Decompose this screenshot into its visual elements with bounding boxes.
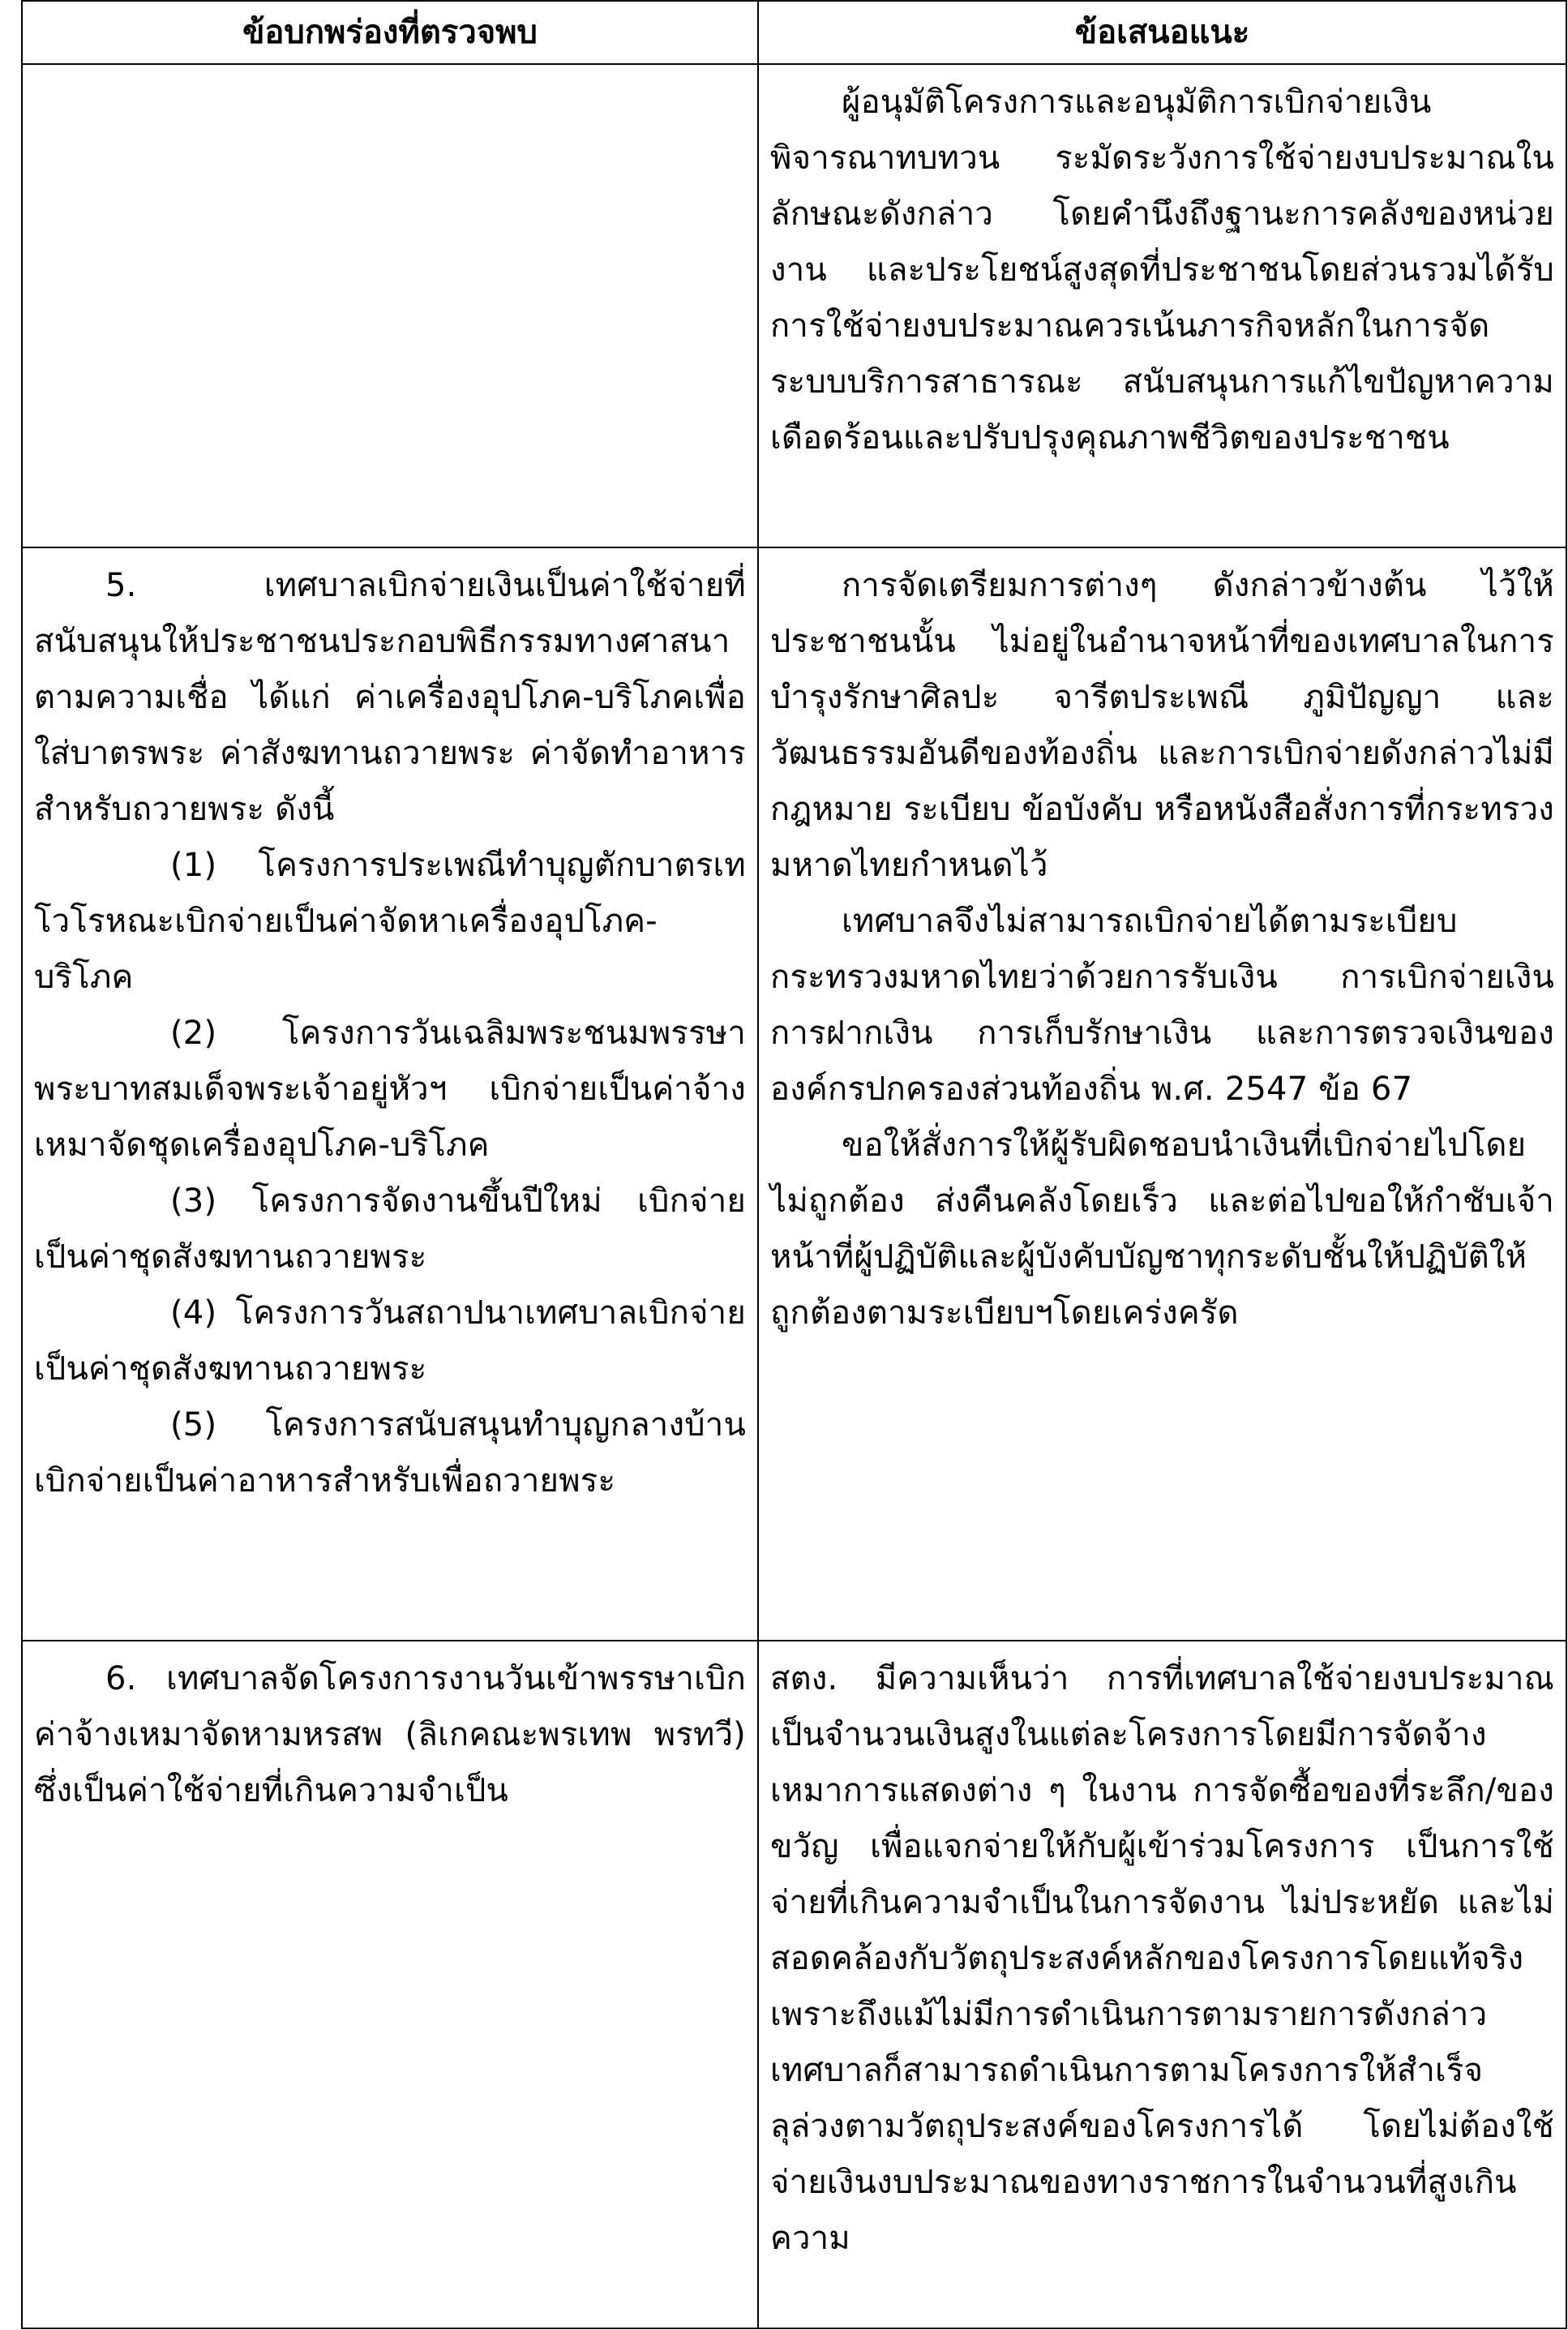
header-recommendations: ข้อเสนอแนะ xyxy=(758,1,1566,64)
recommendation-cell xyxy=(758,547,1566,1641)
recommendation-cell xyxy=(758,1641,1566,2328)
recommendation-paragraph: ผู้อนุมัติโครงการและอนุมัติการเบิกจ่ายเงิน พิจารณาทบทวน ระมัดระวังการใช้จ่ายงบประมาณในลักษณะดังกล่าว โดยคำนึงถึงฐานะการคลังของหน่วยงาน และประโยชน์สูงสุดที่ประชาชนโดยส่วนรวมได้รับ การใช้จ่ายงบประมาณควรเน้นภารกิจหลักในการจัดระบบบริการสาธารณะ สนับสนุนการแก้ไขปัญหาความเดือดร้อนและปรับปรุงคุณภาพชีวิตของประชาชน xyxy=(770,84,1554,457)
table-row xyxy=(22,64,1566,547)
table-row xyxy=(22,547,1566,1641)
findings-recommendations-table xyxy=(21,0,1567,2329)
recommendation-paragraph: เทศบาลจึงไม่สามารถเบิกจ่ายได้ตามระเบียบกระทรวงมหาดไทยว่าด้วยการรับเงิน การเบิกจ่ายเงิน การฝากเงิน การเก็บรักษาเงิน และการตรวจเงินขององค์กรปกครองส่วนท้องถิ่น พ.ศ. 2547 ข้อ 67 xyxy=(770,903,1554,1108)
finding-sub-item: (2) โครงการวันเฉลิมพระชนมพรรษาพระบาทสมเด็จพระเจ้าอยู่หัวฯ เบิกจ่ายเป็นค่าจ้างเหมาจัดชุดเครื่องอุปโภค-บริโภค xyxy=(34,1015,746,1164)
finding-sub-item: (3) โครงการจัดงานขึ้นปีใหม่ เบิกจ่ายเป็นค่าชุดสังฆทานถวายพระ xyxy=(34,1182,746,1276)
finding-cell xyxy=(22,64,758,547)
recommendation-paragraph: สตง. มีความเห็นว่า การที่เทศบาลใช้จ่ายงบประมาณเป็นจำนวนเงินสูงในแต่ละโครงการโดยมีการจัดจ้างเหมาการแสดงต่าง ๆ ในงาน การจัดซื้อของที่ระลึก/ของขวัญ เพื่อแจกจ่ายให้กับผู้เข้าร่วมโครงการ เป็นการใช้จ่ายที่เกินความจำเป็นในการจัดงาน ไม่ประหยัด และไม่สอดคล้องกับวัตถุประสงค์หลักของโครงการโดยแท้จริง เพราะถึงแม้ไม่มีการดำเนินการตามรายการดังกล่าว เทศบาลก็สามารถดำเนินการตามโครงการให้สำเร็จลุล่วงตามวัตถุประสงค์ของโครงการได้ โดยไม่ต้องใช้จ่ายเงินงบประมาณของทางราชการในจำนวนที่สูงเกินความ xyxy=(770,1660,1554,2257)
finding-sub-item: (4) โครงการวันสถาปนาเทศบาลเบิกจ่ายเป็นค่าชุดสังฆทานถวายพระ xyxy=(34,1294,746,1388)
finding-cell xyxy=(22,547,758,1641)
finding-cell xyxy=(22,1641,758,2328)
recommendation-paragraph: ขอให้สั่งการให้ผู้รับผิดชอบนำเงินที่เบิกจ่ายไปโดยไม่ถูกต้อง ส่งคืนคลังโดยเร็ว และต่อไปขอให้กำชับเจ้าหน้าที่ผู้ปฏิบัติและผู้บังคับบัญชาทุกระดับชั้นให้ปฏิบัติให้ถูกต้องตามระเบียบฯโดยเคร่งครัด xyxy=(770,1126,1554,1332)
table-row xyxy=(22,1641,1566,2328)
finding-sub-item: (5) โครงการสนับสนุนทำบุญกลางบ้านเบิกจ่ายเป็นค่าอาหารสำหรับเพื่อถวายพระ xyxy=(34,1406,746,1500)
finding-paragraph: 5. เทศบาลเบิกจ่ายเงินเป็นค่าใช้จ่ายที่สนับสนุนให้ประชาชนประกอบพิธีกรรมทางศาสนาตามความเชื่อ ได้แก่ ค่าเครื่องอุปโภค-บริโภคเพื่อใส่บาตรพระ ค่าสังฆทานถวายพระ ค่าจัดทำอาหารสำหรับถวายพระ ดังนี้ xyxy=(34,567,746,828)
header-findings: ข้อบกพร่องที่ตรวจพบ xyxy=(22,1,758,64)
finding-sub-item: (1) โครงการประเพณีทำบุญตักบาตรเทโวโรหณะเบิกจ่ายเป็นค่าจัดหาเครื่องอุปโภค-บริโภค xyxy=(34,847,746,996)
table-header-row xyxy=(22,1,1566,64)
recommendation-cell xyxy=(758,64,1566,547)
finding-paragraph: 6. เทศบาลจัดโครงการงานวันเข้าพรรษาเบิกค่าจ้างเหมาจัดหามหรสพ (ลิเกคณะพรเทพ พรทวี) ซึ่งเป็นค่าใช้จ่ายที่เกินความจำเป็น xyxy=(34,1660,746,1809)
recommendation-paragraph: การจัดเตรียมการต่างๆ ดังกล่าวข้างต้น ไว้ให้ประชาชนนั้น ไม่อยู่ในอำนาจหน้าที่ของเทศบาลในการบำรุงรักษาศิลปะ จารีตประเพณี ภูมิปัญญา และวัฒนธรรมอันดีของท้องถิ่น และการเบิกจ่ายดังกล่าวไม่มีกฎหมาย ระเบียบ ข้อบังคับ หรือหนังสือสั่งการที่กระทรวงมหาดไทยกำหนดไว้ xyxy=(770,567,1554,884)
